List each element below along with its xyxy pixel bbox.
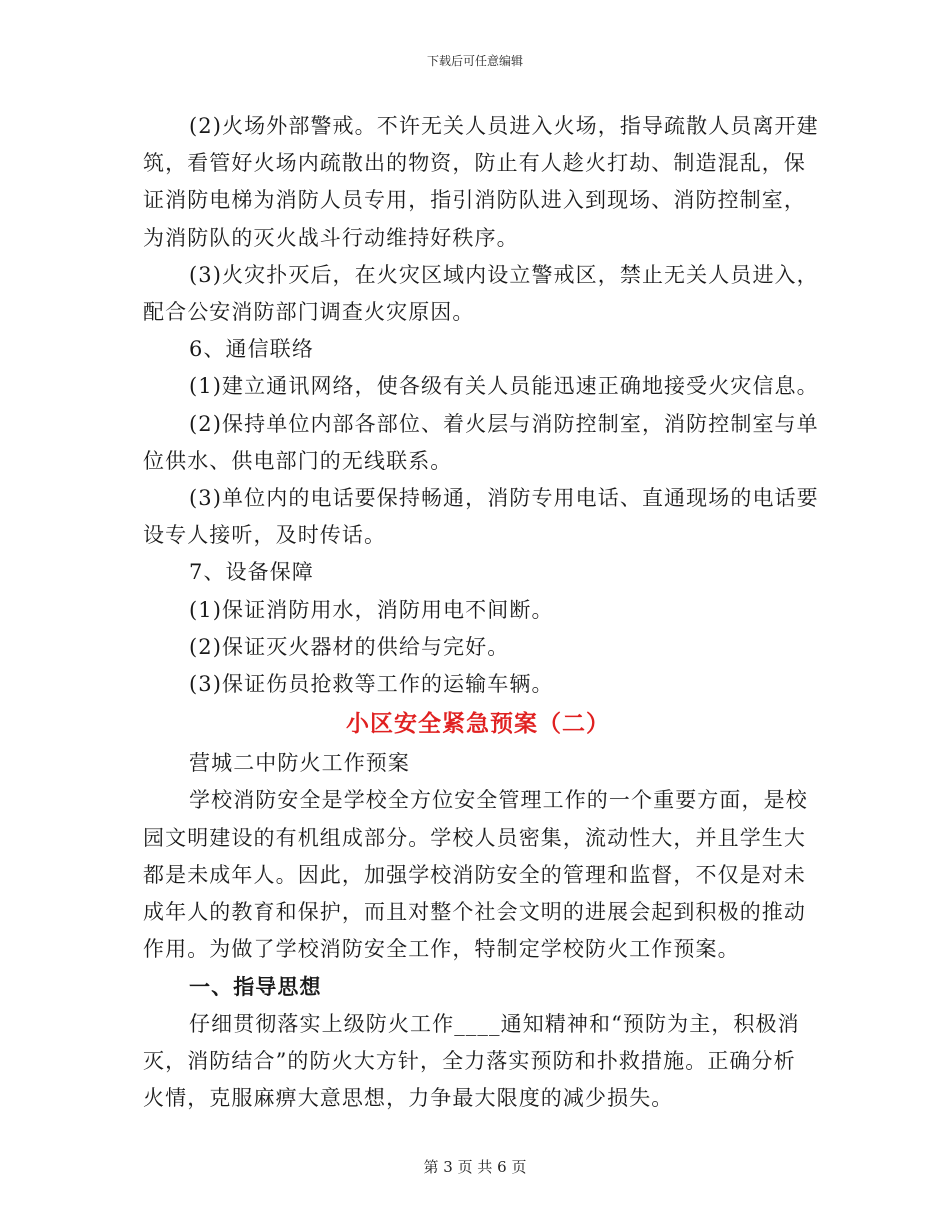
paragraph-line: (2)保持单位内部各部位、着火层与消防控制室，消防控制室与单 — [189, 411, 819, 436]
paragraph-line: 园文明建设的有机组成部分。学校人员密集，流动性大，并且学生大 — [143, 825, 806, 850]
paragraph-line: 成年人的教育和保护，而且对整个社会文明的进展会起到积极的推动 — [143, 900, 806, 925]
subtitle-line: 营城二中防火工作预案 — [189, 751, 410, 776]
section-heading: 一、指导思想 — [189, 974, 322, 1000]
paragraph-line: 作用。为做了学校消防安全工作，特制定学校防火工作预案。 — [143, 937, 740, 962]
paragraph-line: 设专人接听，及时传话。 — [143, 523, 387, 548]
paragraph-line: 为消防队的灭火战斗行动维持好秩序。 — [143, 225, 519, 250]
paragraph-line: (2)火场外部警戒。不许无关人员进入火场，指导疏散人员离开建 — [189, 114, 819, 138]
page-footer: 第 3 页 共 6 页 — [423, 1158, 527, 1176]
section-heading: 7、设备保障 — [189, 560, 314, 585]
document-title: 小区安全紧急预案（二） — [346, 710, 610, 738]
paragraph-line: 筑，看管好火场内疏散出的物资，防止有人趁火打劫、制造混乱，保 — [143, 151, 806, 176]
section-heading: 6、通信联络 — [189, 337, 314, 362]
paragraph-line: (1)建立通讯网络，使各级有关人员能迅速正确地接受火灾信息。 — [189, 374, 819, 399]
paragraph-line: 证消防电梯为消防人员专用，指引消防队进入到现场、消防控制室， — [143, 188, 806, 213]
paragraph-line: (3)单位内的电话要保持畅通，消防专用电话、直通现场的电话要 — [189, 486, 819, 511]
paragraph-line: (1)保证消防用水，消防用电不间断。 — [189, 597, 554, 622]
paragraph-line: 位供水、供电部门的无线联系。 — [143, 448, 453, 473]
page-header: 下载后可任意编辑 — [426, 54, 523, 68]
document-body — [143, 108, 819, 1117]
paragraph-line: 学校消防安全是学校全方位安全管理工作的一个重要方面，是校 — [189, 788, 808, 813]
paragraph-line: 火情，克服麻痹大意思想，力争最大限度的减少损失。 — [143, 1086, 674, 1111]
paragraph-line: (2)保证灭火器材的供给与完好。 — [189, 634, 510, 659]
paragraph-line: (3)保证伤员抢救等工作的运输车辆。 — [189, 672, 554, 697]
paragraph-line: 都是未成年人。因此，加强学校消防安全的管理和监督，不仅是对未 — [143, 862, 806, 887]
paragraph-line: (3)火灾扑灭后，在火灾区域内设立警戒区，禁止无关人员进入， — [189, 262, 819, 287]
paragraph-line: 仔细贯彻落实上级防火工作____通知精神和“预防为主，积极消 — [189, 1011, 800, 1036]
paragraph-line: 配合公安消防部门调查火灾原因。 — [143, 300, 475, 325]
paragraph-line: 灭，消防结合”的防火大方针，全力落实预防和扑救措施。正确分析 — [143, 1048, 796, 1073]
